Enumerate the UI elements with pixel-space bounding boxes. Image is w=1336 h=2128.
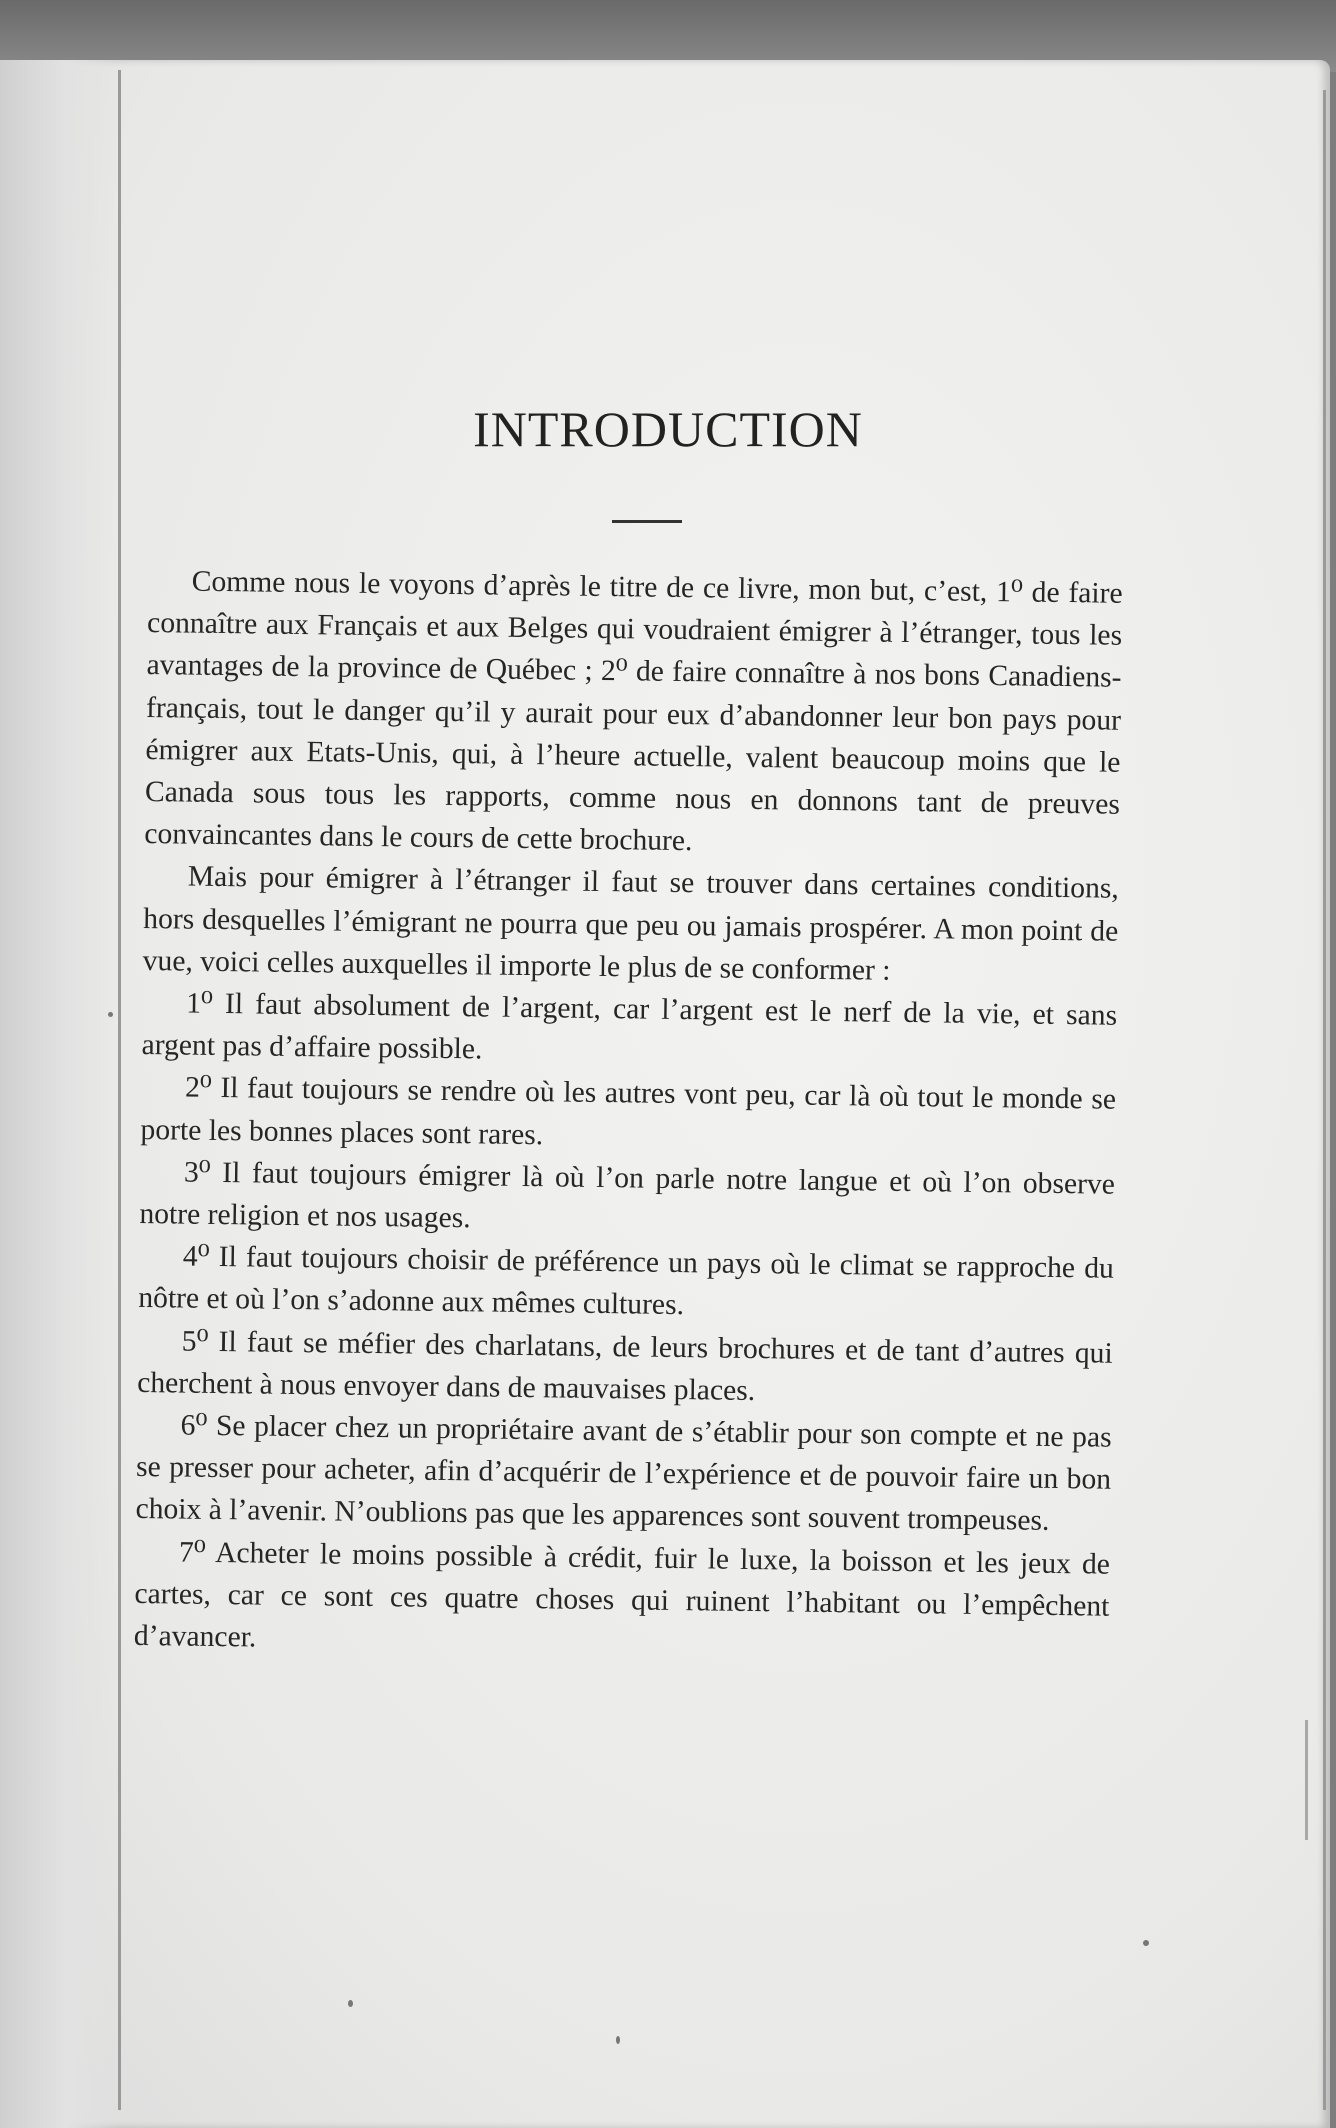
paragraph: Comme nous le voyons d’après le titre de ce livre, mon but, c’est, 1⁰ de faire connaître aux Français et aux Belges qui voudraient émigrer à l’étranger, tous les avantages de la province de Québec ; 2⁰ de faire connaître à nos bons Canadiens-français, tout le danger qu’il y aurait pour eux d’abandonner leur bon pays pour émigrer aux Etats-Unis, qui, à l’heure actuelle, valent beaucoup moins que le Canada sous tous les rapports, comme nous en donnons tant de preuves convaincantes dans le cours de cette brochure. bbox=[144, 565, 1123, 858]
page-edge bbox=[1323, 90, 1326, 2110]
page-fold-line bbox=[118, 70, 121, 2110]
paper-speck bbox=[1143, 1940, 1149, 1946]
paragraph: Mais pour émigrer à l’étranger il faut se trouver dans certaines conditions, hors desquelles l’émigrant ne pourra que peu ou jamais prospérer. A mon point de vue, voici celles auxquelles il importe le plus de se conformer : bbox=[142, 860, 1119, 987]
list-item: 7⁰ Acheter le moins possible à crédit, fuir le luxe, la boisson et les jeux de cartes, car ce sont ces quatre choses qui ruinent l’habitant ou l’empêchent d’avancer. bbox=[133, 1536, 1111, 1654]
paper-speck bbox=[108, 1012, 113, 1017]
page-edge-mark bbox=[1305, 1720, 1308, 1840]
paper-speck bbox=[348, 2000, 353, 2007]
body-text bbox=[134, 560, 1123, 1670]
list-item: 5⁰ Il faut se méfier des charlatans, de leurs brochures et de tant d’autres qui cherchent à nous envoyer dans de mauvaises places. bbox=[137, 1325, 1113, 1407]
chapter-title: INTRODUCTION bbox=[473, 401, 863, 457]
paper-speck bbox=[616, 2036, 620, 2044]
list-item: 4⁰ Il faut toujours choisir de préférence un pays où le climat se rapproche du nôtre et où l’on s’adonne aux mêmes cultures. bbox=[138, 1240, 1115, 1322]
list-item: 1⁰ Il faut absolument de l’argent, car l’argent est le nerf de la vie, et sans argent pas d’affaire possible. bbox=[141, 987, 1118, 1066]
list-item: 6⁰ Se placer chez un propriétaire avant de s’établir pour son compte et ne pas se presser pour acheter, afin d’acquérir de l’expérience et de pouvoir faire un bon choix à l’avenir. N’oublions pas que les apparences sont souvent trompeuses. bbox=[135, 1409, 1112, 1538]
page-fold-shadow bbox=[0, 60, 120, 2128]
list-item: 2⁰ Il faut toujours se rendre où les autres vont peu, car là où tout le monde se porte les bonnes places sont rares. bbox=[140, 1071, 1117, 1151]
list-item: 3⁰ Il faut toujours émigrer là où l’on parle notre langue et où l’on observe notre religion et nos usages. bbox=[139, 1156, 1116, 1235]
title-rule bbox=[612, 520, 682, 523]
